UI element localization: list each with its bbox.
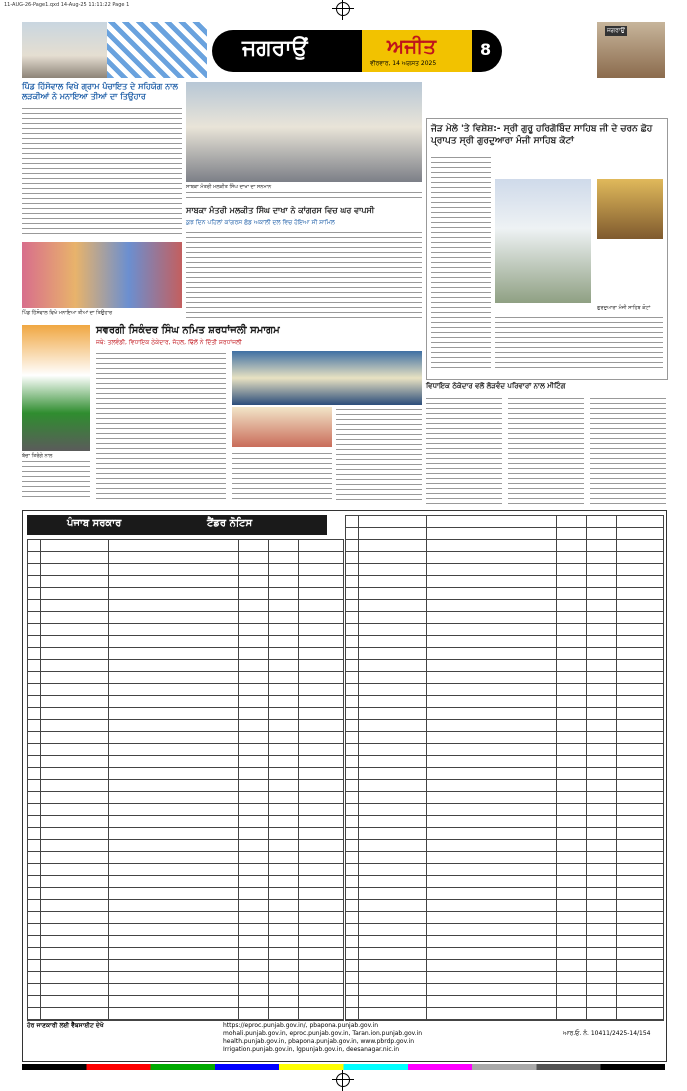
paper-name: ਅਜੀਤ — [387, 34, 437, 58]
child-photo — [22, 325, 90, 451]
masthead — [22, 22, 665, 78]
city-name: ਜਗਰਾਉਂ — [242, 36, 308, 61]
story-body-text — [186, 230, 422, 320]
photo-caption: ਪਿੰਡ ਹਿੱਸੋਵਾਲ ਵਿਖੇ ਮਨਾਇਆ ਤੀਆਂ ਦਾ ਤਿਉਹਾਰ — [22, 310, 113, 316]
story-headline: ਸਾਬਕਾ ਮੰਤਰੀ ਮਲਕੀਤ ਸਿੰਘ ਦਾਖਾ ਨੇ ਕਾਂਗਰਸ ਵਿਚ ਘਰ ਵਾਪਸੀ — [186, 206, 375, 215]
tender-footer-line-4: Irrigation.punjab.gov.in, lgpunjab.gov.in, deesanagar.nic.in — [223, 1046, 400, 1053]
story-shardhanjali — [22, 325, 422, 505]
color-bar — [22, 1064, 665, 1070]
story-gurdwara — [426, 118, 668, 380]
story-headline: ਪਿੰਡ ਹਿੱਸੋਵਾਲ ਵਿਖੇ ਗ੍ਰਾਮ ਪੰਚਾਇਤ ਦੇ ਸਹਿਯੋਗ ਨਾਲ ਲੜਕੀਆਂ ਨੇ ਮਨਾਇਆ ਤੀਆਂ ਦਾ ਤਿਉਹਾਰ — [22, 82, 178, 101]
story-headline: ਵਿਧਾਇਕ ਠੇਕੇਦਾਰ ਵਲੋਂ ਲੋੜਵੰਦ ਪਰਿਵਾਰਾਂ ਨਾਲ ਮੀਟਿੰਗ — [426, 382, 566, 390]
story-photo-guru — [597, 179, 663, 239]
story-body-text — [431, 155, 491, 371]
photo-caption: ਸਾਬਕਾ ਮੰਤਰੀ ਮਲਕੀਤ ਸਿੰਘ ਦਾਖਾ ਦਾ ਸਨਮਾਨ — [186, 184, 272, 190]
tender-title-bar — [27, 515, 327, 535]
child-caption-lines — [22, 459, 90, 499]
story-tian-festival — [22, 82, 182, 322]
photo-caption: ਗੁਰਦੁਆਰਾ ਮੰਜੀ ਸਾਹਿਬ ਕੋਟਾਂ — [597, 305, 651, 311]
story-photo — [22, 242, 182, 308]
printline: 11-AUG-26-Page1.qxd 14-Aug-25 11:11:22 Page 1 — [4, 2, 130, 8]
tender-footer-line-2: mohali.punjab.gov.in, eproc.punjab.gov.in, Taran.ion.punjab.gov.in — [223, 1030, 423, 1037]
story-photo-gurdwara — [495, 179, 591, 303]
photo-sign: ਜਗਰਾਉਂ — [607, 27, 625, 34]
tender-footer-line-3: health.punjab.gov.in, pbapona.punjab.gov.in, www.pbrdp.gov.in — [223, 1038, 415, 1045]
story-body-text — [22, 106, 182, 238]
tender-table-left — [27, 539, 344, 1021]
tender-table-right — [345, 515, 664, 1021]
story-body-text-2 — [336, 407, 422, 501]
story-headline: ਸਵਰਗੀ ਸਿਕੰਦਰ ਸਿੰਘ ਨਮਿਤ ਸ਼ਰਧਾਂਜਲੀ ਸਮਾਗਮ — [96, 325, 280, 336]
tender-footer-line-1: https://eproc.punjab.gov.in/, pbapona.punjab.gov.in — [223, 1022, 379, 1029]
story-body-text-2 — [495, 315, 663, 371]
story-headline: ਜੋੜ ਮੇਲੇ 'ਤੇ ਵਿਸ਼ੇਸ਼:- ਸ੍ਰੀ ਗੁਰੂ ਹਰਿਗੋਬਿੰਦ ਸਾਹਿਬ ਜੀ ਦੇ ਚਰਨ ਛੋਹ ਪ੍ਰਾਪਤ ਸ੍ਰੀ ਗੁਰਦੁਆਰਾ ਮੰਜੀ ਸਾਹਿਬ ਕੋਟਾਂ — [431, 124, 653, 146]
story-dakha — [186, 82, 422, 322]
masthead-left-photo — [22, 22, 107, 78]
tender-title-left: ਪੰਜਾਬ ਸਰਕਾਰ — [67, 518, 122, 529]
paper-box — [362, 30, 472, 72]
tender-title-right: ਟੈਂਡਰ ਨੋਟਿਸ — [207, 518, 253, 529]
registration-mark-bottom — [336, 1073, 350, 1087]
page-number: 8 — [480, 40, 492, 59]
masthead-right-photo — [597, 22, 665, 78]
story-photo — [186, 82, 422, 182]
caption-lines — [186, 190, 422, 202]
story-body-text — [426, 396, 502, 504]
story-body-text-2 — [508, 396, 584, 504]
story-body-text-3 — [232, 451, 332, 501]
story-body-text — [96, 351, 226, 501]
tender-ref: ਆਰ.ਓ. ਨੰ. 10411/2425-14/154 — [563, 1030, 651, 1037]
issue-date: ਵੀਰਵਾਰ, 14 ਅਗਸਤ 2025 — [370, 60, 437, 67]
story-body-text-3 — [590, 396, 666, 504]
child-caption: ਬੱਚਾ ਤਿਰੰਗੇ ਨਾਲ — [22, 453, 53, 459]
pattern-strip — [107, 22, 207, 78]
story-subhead: ਜਥੇ: ਤਲਵੰਡੀ, ਵਿਧਾਇਕ ਠੇਕੇਦਾਰ, ਜੋਹਲ, ਢਿੱਲੋਂ ਨੇ ਦਿੱਤੀ ਸ਼ਰਧਾਂਜਲੀ — [96, 339, 242, 346]
story-meeting — [426, 382, 666, 506]
registration-mark-top — [336, 2, 350, 16]
stage-photo — [232, 351, 422, 405]
masthead-banner — [212, 30, 502, 72]
tender-notice — [22, 510, 667, 1062]
tender-footer-note: ਹੋਰ ਜਾਣਕਾਰੀ ਲਈ ਵੈੱਬਸਾਈਟ ਦੇਖੋ — [27, 1022, 104, 1029]
story-subhead: ਕੁਝ ਦਿਨ ਪਹਿਲਾਂ ਕਾਂਗਰਸ ਛੱਡ ਅਕਾਲੀ ਦਲ ਵਿਚ ਹੋਇਆ ਸੀ ਸ਼ਾਮਿਲ — [186, 219, 335, 226]
gathering-photo — [232, 407, 332, 447]
